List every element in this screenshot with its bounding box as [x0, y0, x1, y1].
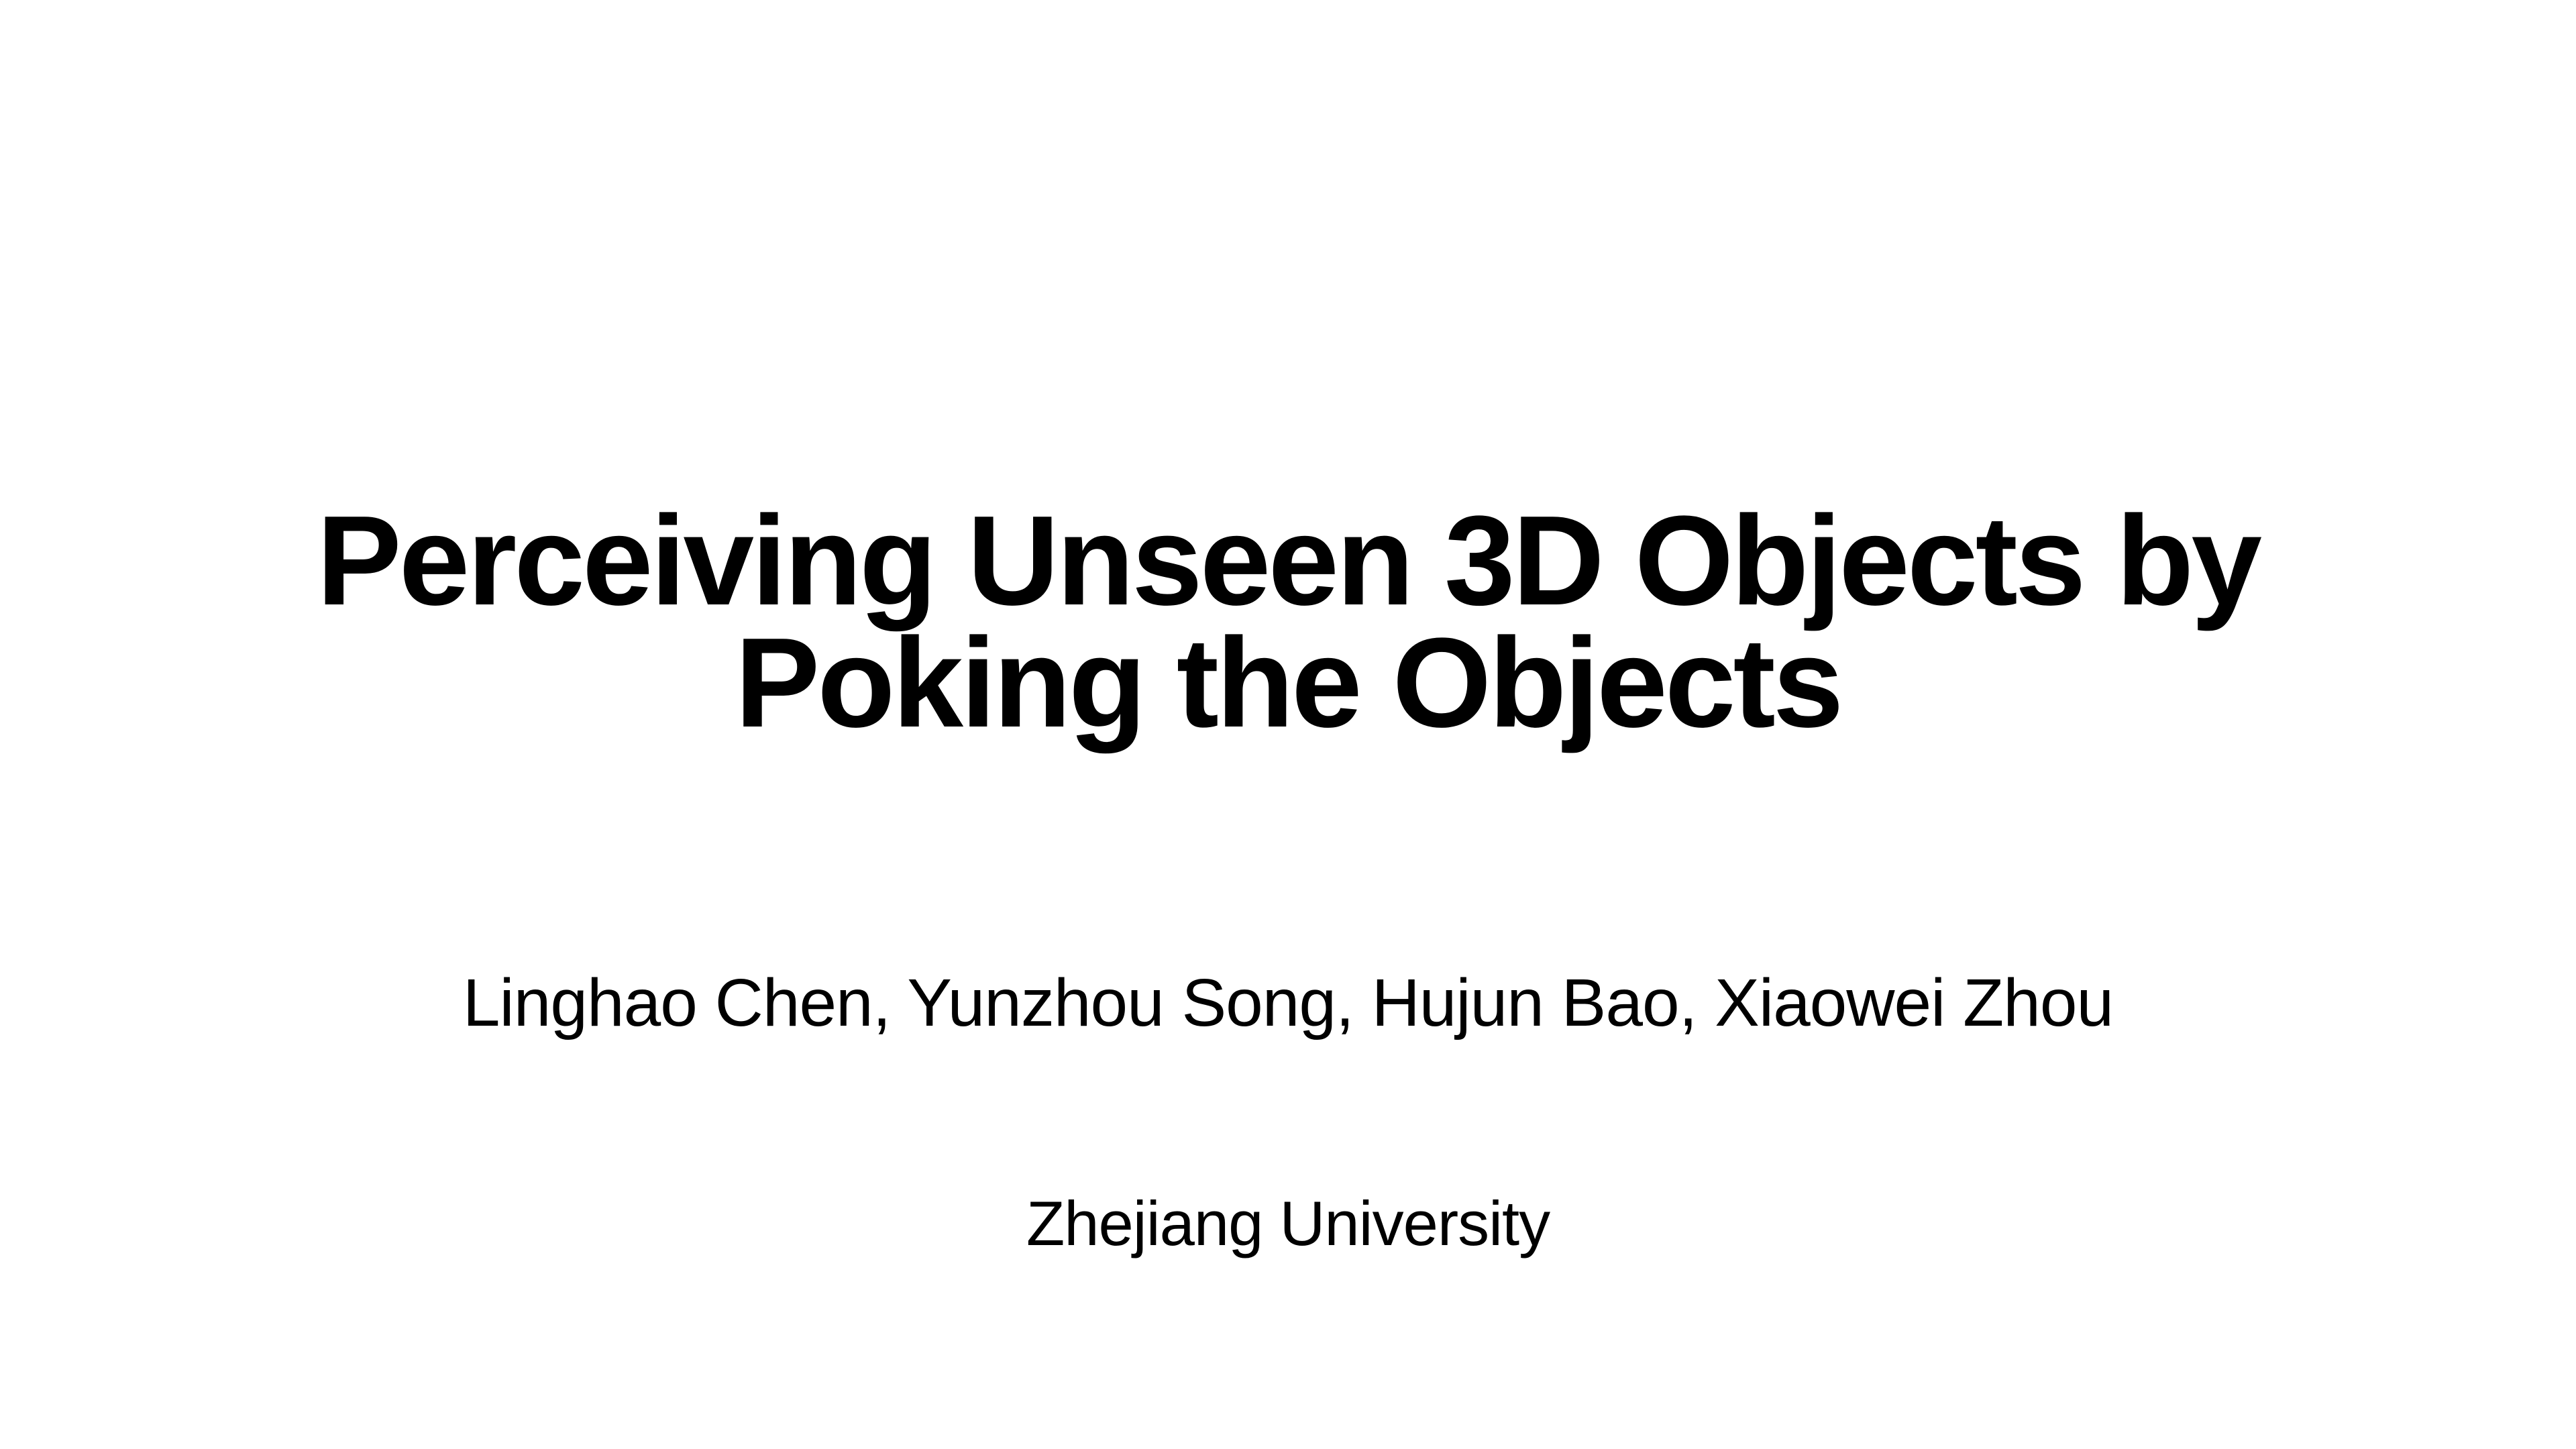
author-list: Linghao Chen, Yunzhou Song, Hujun Bao, Xiaowei Zhou	[462, 965, 2114, 1040]
affiliation: Zhejiang University	[1026, 1188, 1550, 1258]
slide-title-line-1: Perceiving Unseen 3D Objects by	[316, 490, 2260, 632]
slide-title-line-2: Poking the Objects	[735, 612, 1841, 754]
slide-title	[0, 490, 2576, 754]
